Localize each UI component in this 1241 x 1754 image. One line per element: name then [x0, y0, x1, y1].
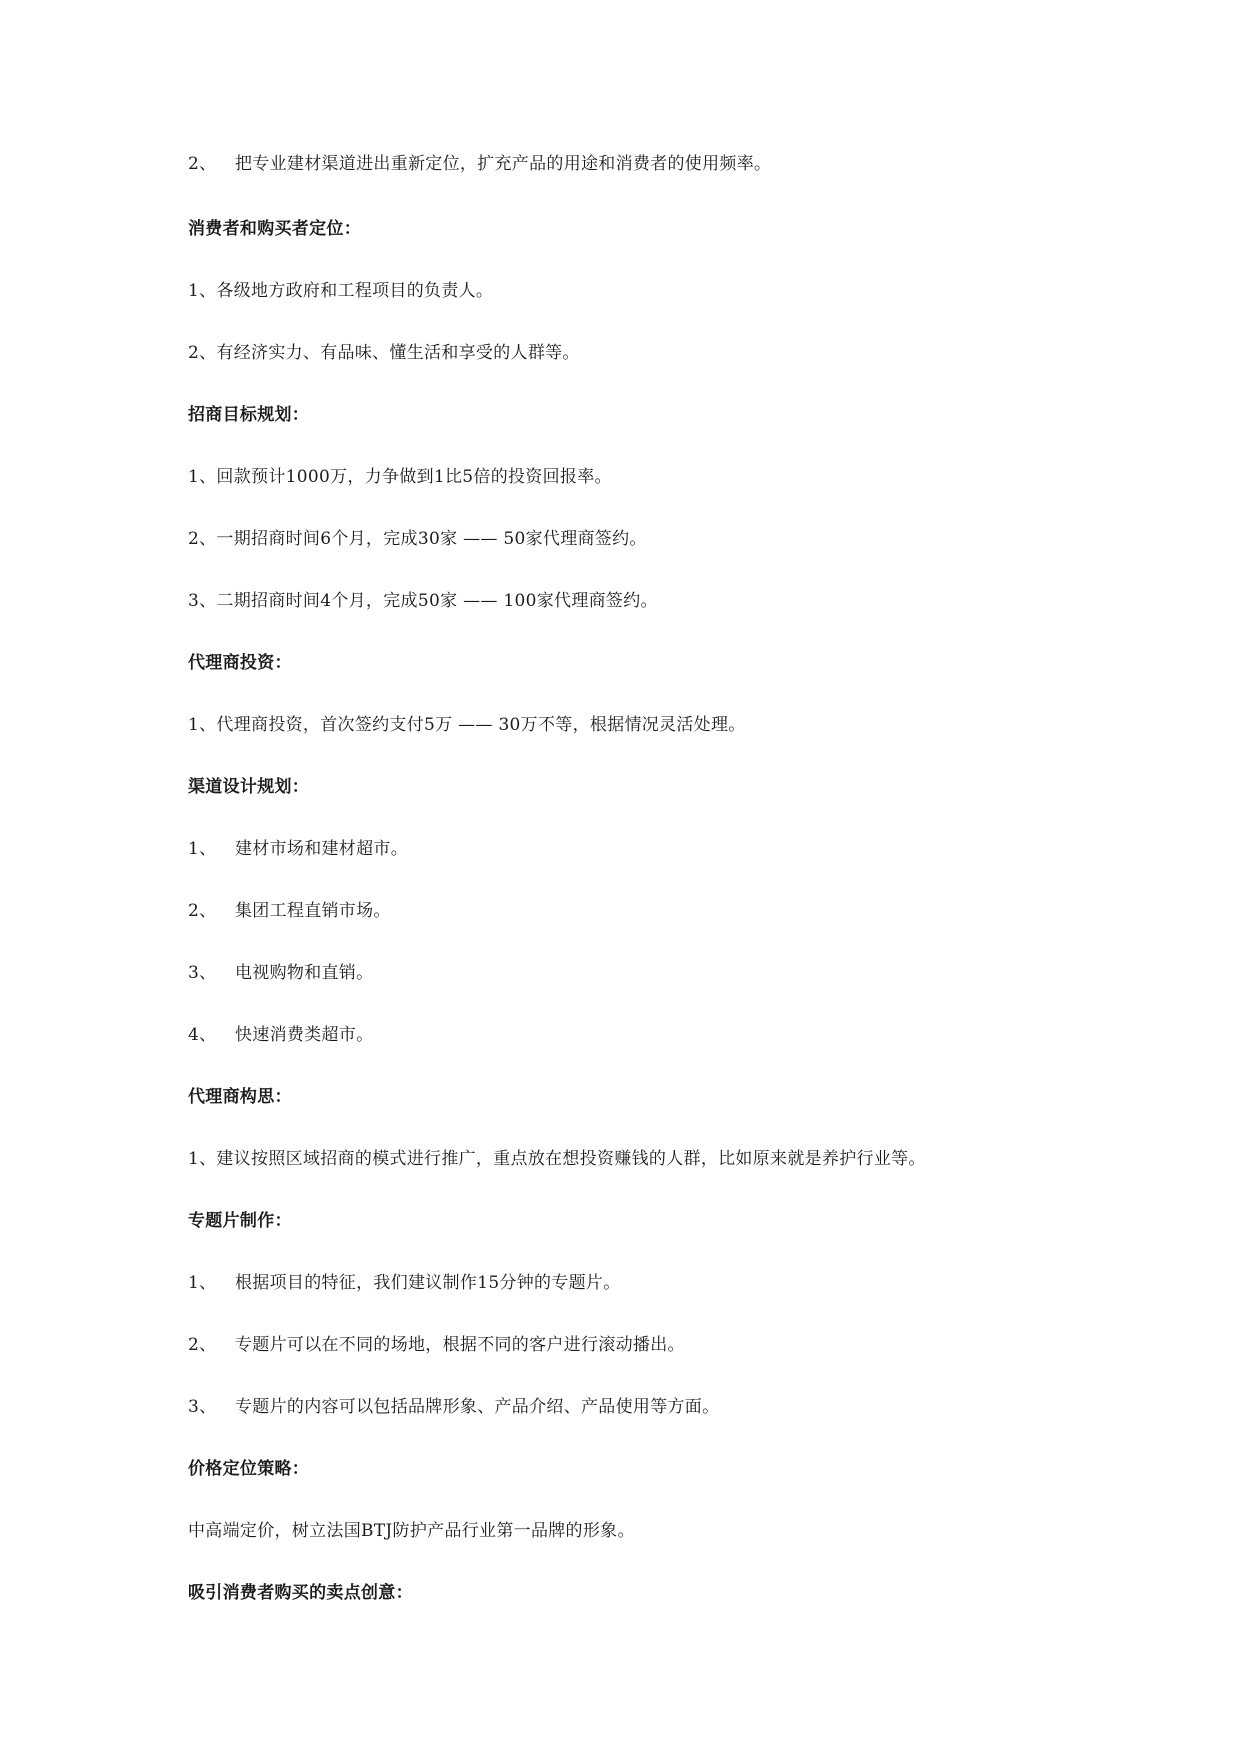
- list-number: 4、: [188, 1025, 217, 1045]
- list-number: 2、: [188, 901, 217, 921]
- section-heading-video: 专题片制作：: [188, 1211, 292, 1231]
- list-item: [188, 1024, 373, 1046]
- section-heading-selling: 吸引消费者购买的卖点创意：: [188, 1583, 413, 1603]
- list-item: 1、回款预计1000万，力争做到1比5倍的投资回报率。: [188, 467, 612, 487]
- list-text: 专题片可以在不同的场地，根据不同的客户进行滚动播出。: [235, 1335, 685, 1355]
- list-item: [188, 1272, 621, 1294]
- list-item: 2、有经济实力、有品味、懂生活和享受的人群等。: [188, 343, 580, 363]
- list-text: 电视购物和直销。: [235, 963, 374, 983]
- list-number: 1、: [188, 839, 217, 859]
- paragraph: 中高端定价，树立法国BTJ防护产品行业第一品牌的形象。: [188, 1521, 635, 1541]
- list-number: 3、: [188, 1397, 217, 1417]
- list-item: 2、一期招商时间6个月，完成30家 —— 50家代理商签约。: [188, 529, 647, 549]
- section-heading-agent-idea: 代理商构思：: [188, 1087, 292, 1107]
- list-text: 建材市场和建材超市。: [235, 839, 408, 859]
- list-item: [188, 1334, 685, 1356]
- list-item: [188, 1396, 719, 1418]
- section-heading-target: 招商目标规划：: [188, 405, 310, 425]
- section-heading-consumer: 消费者和购买者定位：: [188, 219, 361, 239]
- list-text: 根据项目的特征，我们建议制作15分钟的专题片。: [235, 1273, 621, 1293]
- list-text: 快速消费类超市。: [235, 1025, 374, 1045]
- section-heading-channel: 渠道设计规划：: [188, 777, 310, 797]
- list-item: 3、二期招商时间4个月，完成50家 —— 100家代理商签约。: [188, 591, 658, 611]
- list-number: 2、: [188, 1335, 217, 1355]
- list-number: 3、: [188, 963, 217, 983]
- list-item: [188, 153, 771, 175]
- list-item: 1、建议按照区域招商的模式进行推广，重点放在想投资赚钱的人群，比如原来就是养护行业等。: [188, 1149, 926, 1169]
- list-item: 1、各级地方政府和工程项目的负责人。: [188, 281, 494, 301]
- list-number: 1、: [188, 1273, 217, 1293]
- section-heading-agent-invest: 代理商投资：: [188, 653, 292, 673]
- list-item: [188, 900, 391, 922]
- list-number: 2、: [188, 154, 217, 174]
- list-text: 把专业建材渠道进出重新定位，扩充产品的用途和消费者的使用频率。: [235, 154, 772, 174]
- list-text: 集团工程直销市场。: [235, 901, 391, 921]
- list-item: [188, 838, 408, 860]
- list-text: 专题片的内容可以包括品牌形象、产品介绍、产品使用等方面。: [235, 1397, 720, 1417]
- list-item: [188, 962, 373, 984]
- section-heading-price: 价格定位策略：: [188, 1459, 310, 1479]
- list-item: 1、代理商投资，首次签约支付5万 —— 30万不等，根据情况灵活处理。: [188, 715, 746, 735]
